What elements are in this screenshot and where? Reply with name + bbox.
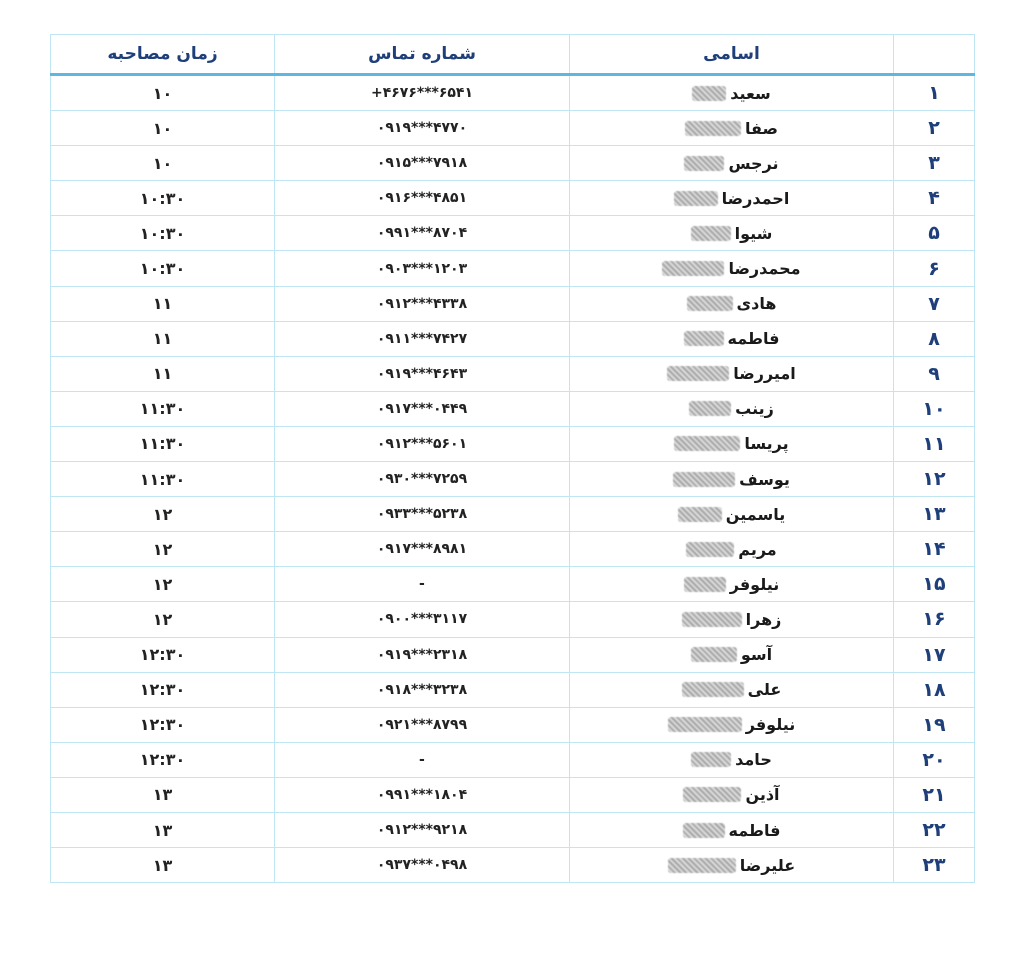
name-cell bbox=[570, 146, 894, 181]
name-cell-content bbox=[683, 821, 781, 840]
redacted-surname-blur bbox=[689, 401, 731, 416]
name-cell bbox=[570, 391, 894, 426]
phone-number-cell: ۰۹۱۷***۸۹۸۱ bbox=[275, 532, 570, 567]
table-row bbox=[51, 602, 975, 637]
interview-time-cell: ۱۰:۳۰ bbox=[51, 251, 275, 286]
first-name-text: فاطمه bbox=[728, 820, 781, 840]
phone-number-cell: ۰۹۳۷***۰۴۹۸ bbox=[275, 848, 570, 883]
header-row-number bbox=[894, 35, 975, 75]
interview-time-cell: ۱۰:۳۰ bbox=[51, 216, 275, 251]
first-name-text: شیوا bbox=[734, 223, 773, 243]
interview-time-cell: ۱۲:۳۰ bbox=[51, 672, 275, 707]
interview-time-cell: ۱۲ bbox=[51, 567, 275, 602]
name-cell-content bbox=[692, 84, 771, 103]
row-number-cell: ۲۳ bbox=[894, 848, 975, 883]
interview-time-cell: ۱۱:۳۰ bbox=[51, 426, 275, 461]
name-cell bbox=[570, 356, 894, 391]
phone-number-cell: ۰۹۱۸***۳۲۳۸ bbox=[275, 672, 570, 707]
redacted-surname-blur bbox=[673, 472, 735, 487]
phone-number-cell: ۰۹۹۱***۱۸۰۴ bbox=[275, 777, 570, 812]
row-number-cell: ۱۹ bbox=[894, 707, 975, 742]
table-row bbox=[51, 391, 975, 426]
table-body bbox=[51, 75, 975, 883]
redacted-surname-blur bbox=[662, 261, 724, 276]
first-name-text: زینب bbox=[735, 399, 774, 419]
interview-time-cell: ۱۲ bbox=[51, 497, 275, 532]
redacted-surname-blur bbox=[682, 682, 744, 697]
interview-time-cell: ۱۲:۳۰ bbox=[51, 707, 275, 742]
redacted-surname-blur bbox=[678, 507, 722, 522]
row-number-cell: ۲۰ bbox=[894, 742, 975, 777]
phone-number-cell: ۰۹۹۱***۸۷۰۴ bbox=[275, 216, 570, 251]
name-cell-content bbox=[674, 434, 788, 453]
name-cell-content bbox=[682, 610, 782, 629]
interview-schedule-table-wrap bbox=[50, 34, 974, 883]
interview-time-cell: ۱۱ bbox=[51, 286, 275, 321]
name-cell bbox=[570, 462, 894, 497]
phone-number-cell: - bbox=[275, 567, 570, 602]
first-name-text: آسو bbox=[740, 645, 773, 665]
name-cell-content bbox=[686, 540, 776, 559]
interview-time-cell: ۱۱:۳۰ bbox=[51, 462, 275, 497]
phone-number-cell: ۰۹۳۳***۵۲۳۸ bbox=[275, 497, 570, 532]
table-row bbox=[51, 181, 975, 216]
name-cell-content bbox=[685, 119, 778, 138]
phone-number-cell: ۰۹۰۳***۱۲۰۳ bbox=[275, 251, 570, 286]
name-cell-content bbox=[682, 680, 782, 699]
name-cell bbox=[570, 602, 894, 637]
table-row bbox=[51, 812, 975, 847]
name-cell bbox=[570, 286, 894, 321]
name-cell-content bbox=[691, 224, 773, 243]
row-number-cell: ۳ bbox=[894, 146, 975, 181]
first-name-text: علی bbox=[747, 680, 782, 700]
phone-number-cell: ۰۹۳۰***۷۲۵۹ bbox=[275, 462, 570, 497]
row-number-cell: ۴ bbox=[894, 181, 975, 216]
interview-time-cell: ۱۳ bbox=[51, 812, 275, 847]
first-name-text: زهرا bbox=[745, 609, 782, 629]
first-name-text: آذین bbox=[745, 785, 780, 805]
first-name-text: سعید bbox=[730, 83, 771, 103]
table-row bbox=[51, 426, 975, 461]
first-name-text: امیررضا bbox=[733, 364, 796, 384]
row-number-cell: ۱۰ bbox=[894, 391, 975, 426]
name-cell-content bbox=[684, 154, 778, 173]
table-row bbox=[51, 321, 975, 356]
redacted-surname-blur bbox=[691, 752, 731, 767]
name-cell bbox=[570, 181, 894, 216]
redacted-surname-blur bbox=[674, 436, 740, 451]
name-cell-content bbox=[668, 715, 796, 734]
redacted-surname-blur bbox=[684, 577, 726, 592]
name-cell-content bbox=[691, 645, 772, 664]
name-cell-content bbox=[667, 364, 796, 383]
redacted-surname-blur bbox=[667, 366, 729, 381]
redacted-surname-blur bbox=[684, 156, 724, 171]
interview-time-cell: ۱۲:۳۰ bbox=[51, 742, 275, 777]
phone-number-cell: ۰۹۰۰***۳۱۱۷ bbox=[275, 602, 570, 637]
table-row bbox=[51, 848, 975, 883]
table-row bbox=[51, 146, 975, 181]
interview-time-cell: ۱۰:۳۰ bbox=[51, 181, 275, 216]
row-number-cell: ۱ bbox=[894, 75, 975, 111]
name-cell bbox=[570, 216, 894, 251]
redacted-surname-blur bbox=[687, 296, 733, 311]
table-row bbox=[51, 286, 975, 321]
row-number-cell: ۷ bbox=[894, 286, 975, 321]
interview-time-cell: ۱۲:۳۰ bbox=[51, 637, 275, 672]
first-name-text: نیلوفر bbox=[745, 715, 796, 735]
first-name-text: محمدرضا bbox=[728, 259, 801, 279]
name-cell bbox=[570, 848, 894, 883]
name-cell bbox=[570, 251, 894, 286]
row-number-cell: ۸ bbox=[894, 321, 975, 356]
row-number-cell: ۱۷ bbox=[894, 637, 975, 672]
table-row bbox=[51, 637, 975, 672]
name-cell-content bbox=[689, 399, 774, 418]
phone-number-cell: ۰۹۱۹***۴۶۴۳ bbox=[275, 356, 570, 391]
redacted-surname-blur bbox=[684, 331, 724, 346]
name-cell-content bbox=[683, 785, 779, 804]
name-cell bbox=[570, 321, 894, 356]
table-row bbox=[51, 567, 975, 602]
header-row bbox=[51, 35, 975, 75]
name-cell bbox=[570, 812, 894, 847]
header-phone-number: شماره تماس bbox=[275, 35, 570, 75]
row-number-cell: ۱۳ bbox=[894, 497, 975, 532]
name-cell-content bbox=[674, 189, 790, 208]
name-cell-content bbox=[673, 470, 790, 489]
first-name-text: فاطمه bbox=[727, 329, 780, 349]
name-cell-content bbox=[691, 750, 772, 769]
redacted-surname-blur bbox=[692, 86, 726, 101]
interview-time-cell: ۱۳ bbox=[51, 777, 275, 812]
row-number-cell: ۶ bbox=[894, 251, 975, 286]
first-name-text: علیرضا bbox=[739, 855, 796, 875]
phone-number-cell: ۰۹۱۲***۹۲۱۸ bbox=[275, 812, 570, 847]
interview-time-cell: ۱۰ bbox=[51, 111, 275, 146]
table-row bbox=[51, 251, 975, 286]
first-name-text: هادی bbox=[736, 294, 777, 314]
redacted-surname-blur bbox=[691, 226, 731, 241]
phone-number-cell: ۰۹۱۷***۰۴۴۹ bbox=[275, 391, 570, 426]
first-name-text: نرجس bbox=[728, 153, 779, 173]
interview-time-cell: ۱۱ bbox=[51, 321, 275, 356]
phone-number-cell: +۴۶۷۶***۶۵۴۱ bbox=[275, 75, 570, 111]
row-number-cell: ۲ bbox=[894, 111, 975, 146]
name-cell bbox=[570, 111, 894, 146]
row-number-cell: ۵ bbox=[894, 216, 975, 251]
header-interview-time: زمان مصاحبه bbox=[51, 35, 275, 75]
interview-time-cell: ۱۰ bbox=[51, 75, 275, 111]
row-number-cell: ۱۴ bbox=[894, 532, 975, 567]
phone-number-cell: - bbox=[275, 742, 570, 777]
table-row bbox=[51, 497, 975, 532]
first-name-text: مریم bbox=[738, 539, 777, 559]
name-cell bbox=[570, 707, 894, 742]
first-name-text: نیلوفر bbox=[729, 574, 780, 594]
phone-number-cell: ۰۹۲۱***۸۷۹۹ bbox=[275, 707, 570, 742]
first-name-text: حامد bbox=[735, 750, 772, 770]
name-cell-content bbox=[684, 329, 780, 348]
redacted-surname-blur bbox=[668, 858, 736, 873]
table-row bbox=[51, 707, 975, 742]
first-name-text: صفا bbox=[745, 118, 778, 138]
table-row bbox=[51, 216, 975, 251]
name-cell bbox=[570, 426, 894, 461]
interview-time-cell: ۱۳ bbox=[51, 848, 275, 883]
name-cell bbox=[570, 742, 894, 777]
redacted-surname-blur bbox=[674, 191, 718, 206]
name-cell bbox=[570, 497, 894, 532]
table-row bbox=[51, 742, 975, 777]
first-name-text: احمدرضا bbox=[721, 188, 790, 208]
redacted-surname-blur bbox=[685, 121, 741, 136]
name-cell-content bbox=[684, 575, 780, 594]
table-row bbox=[51, 75, 975, 111]
redacted-surname-blur bbox=[682, 612, 742, 627]
row-number-cell: ۹ bbox=[894, 356, 975, 391]
interview-time-cell: ۱۰ bbox=[51, 146, 275, 181]
interview-schedule-table bbox=[50, 34, 975, 883]
name-cell-content bbox=[668, 856, 795, 875]
name-cell bbox=[570, 75, 894, 111]
phone-number-cell: ۰۹۱۲***۵۶۰۱ bbox=[275, 426, 570, 461]
redacted-surname-blur bbox=[683, 823, 725, 838]
name-cell bbox=[570, 532, 894, 567]
first-name-text: پریسا bbox=[744, 434, 789, 454]
name-cell bbox=[570, 567, 894, 602]
header-names: اسامی bbox=[570, 35, 894, 75]
phone-number-cell: ۰۹۱۱***۷۴۲۷ bbox=[275, 321, 570, 356]
table-row bbox=[51, 356, 975, 391]
interview-time-cell: ۱۱ bbox=[51, 356, 275, 391]
name-cell bbox=[570, 637, 894, 672]
phone-number-cell: ۰۹۱۹***۲۳۱۸ bbox=[275, 637, 570, 672]
first-name-text: یاسمین bbox=[725, 504, 786, 524]
phone-number-cell: ۰۹۱۵***۷۹۱۸ bbox=[275, 146, 570, 181]
name-cell bbox=[570, 777, 894, 812]
redacted-surname-blur bbox=[683, 787, 741, 802]
table-row bbox=[51, 672, 975, 707]
interview-time-cell: ۱۲ bbox=[51, 602, 275, 637]
redacted-surname-blur bbox=[691, 647, 737, 662]
table-row bbox=[51, 111, 975, 146]
table-row bbox=[51, 532, 975, 567]
interview-time-cell: ۱۱:۳۰ bbox=[51, 391, 275, 426]
interview-time-cell: ۱۲ bbox=[51, 532, 275, 567]
first-name-text: یوسف bbox=[739, 469, 790, 489]
redacted-surname-blur bbox=[686, 542, 734, 557]
row-number-cell: ۱۵ bbox=[894, 567, 975, 602]
table-row bbox=[51, 777, 975, 812]
row-number-cell: ۲۱ bbox=[894, 777, 975, 812]
name-cell-content bbox=[678, 505, 785, 524]
row-number-cell: ۲۲ bbox=[894, 812, 975, 847]
redacted-surname-blur bbox=[668, 717, 742, 732]
table-row bbox=[51, 462, 975, 497]
name-cell-content bbox=[687, 294, 777, 313]
name-cell-content bbox=[662, 259, 800, 278]
row-number-cell: ۱۸ bbox=[894, 672, 975, 707]
row-number-cell: ۱۱ bbox=[894, 426, 975, 461]
row-number-cell: ۱۲ bbox=[894, 462, 975, 497]
phone-number-cell: ۰۹۱۹***۴۷۷۰ bbox=[275, 111, 570, 146]
row-number-cell: ۱۶ bbox=[894, 602, 975, 637]
name-cell bbox=[570, 672, 894, 707]
phone-number-cell: ۰۹۱۶***۴۸۵۱ bbox=[275, 181, 570, 216]
phone-number-cell: ۰۹۱۲***۴۳۳۸ bbox=[275, 286, 570, 321]
